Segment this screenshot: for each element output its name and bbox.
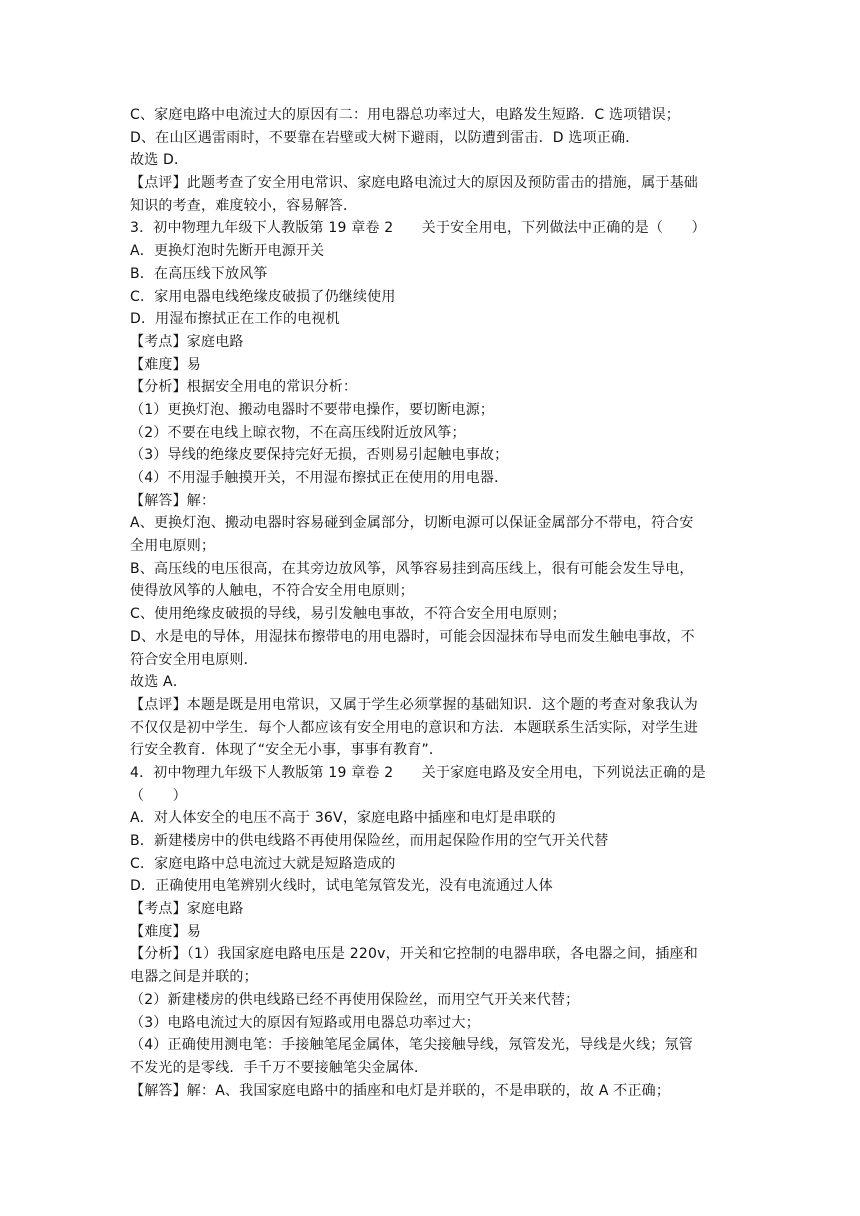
option-line: C．家庭电路中总电流过大就是短路造成的 (130, 855, 396, 872)
option-line: A．对人体安全的电压不高于 36V，家庭电路中插座和电灯是串联的 (130, 810, 556, 827)
text-line: 【分析】（1）我国家庭电路电压是 220v，开关和它控制的电器串联，各电器之间，插座和 (130, 946, 698, 963)
text-line: 【分析】根据安全用电的常识分析： (130, 379, 358, 396)
text-line: 电器之间是并联的； (130, 969, 258, 986)
document-body (130, 104, 730, 1102)
question-heading: 4．初中物理九年级下人教版第 19 章卷 2 关于家庭电路及安全用电，下列说法正确的是 (130, 764, 706, 781)
text-line: 知识的考查，难度较小，容易解答． (130, 197, 358, 214)
text-line: 不仅仅是初中学生．每个人都应该有安全用电的意识和方法．本题联系生活实际，对学生进 (130, 719, 698, 736)
text-line: 【解答】解： (130, 492, 216, 509)
text-line: （2）不要在电线上晾衣物，不在高压线附近放风筝； (130, 424, 466, 441)
text-line: 符合安全用电原则． (130, 651, 258, 668)
text-line: （2）新建楼房的供电线路已经不再使用保险丝，而用空气开关来代替； (130, 991, 580, 1008)
text-line: （4）正确使用测电笔：手接触笔尾金属体，笔尖接触导线，氖管发光，导线是火线；氖管 (130, 1037, 693, 1054)
text-line: 【难度】易 (130, 356, 201, 373)
option-line: D．用湿布擦拭正在工作的电视机 (130, 311, 340, 328)
text-line: （4）不用湿手触摸开关，不用湿布擦拭正在使用的用电器． (130, 470, 509, 486)
text-line: A、更换灯泡、搬动电器时容易碰到金属部分，切断电源可以保证金属部分不带电，符合安 (130, 515, 694, 532)
text-line: D、水是电的导体，用湿抹布擦带电的用电器时，可能会因湿抹布导电而发生触电事故，不 (130, 628, 695, 645)
text-line: 故选 D． (130, 152, 189, 169)
text-line: （3）电路电流过大的原因有短路或用电器总功率过大； (130, 1014, 480, 1031)
text-line: （ ） (130, 787, 187, 804)
text-line: 【点评】本题是既是用电常识，又属于学生必须掌握的基础知识．这个题的考查对象我认为 (130, 696, 698, 713)
text-line: 【考点】家庭电路 (130, 333, 244, 350)
text-line: （3）导线的绝缘皮要保持完好无损，否则易引起触电事故； (130, 447, 509, 464)
option-line: D．正确使用电笔辨别火线时，试电笔氖管发光，没有电流通过人体 (130, 878, 553, 895)
text-line: C、家庭电路中电流过大的原因有二：用电器总功率过大，电路发生短路．C 选项错误； (130, 107, 680, 123)
text-line: 行安全教育．体现了“安全无小事，事事有教育”． (130, 742, 444, 759)
text-line: B、高压线的电压很高，在其旁边放风筝，风筝容易挂到高压线上，很有可能会发生导电， (130, 560, 694, 577)
question-heading: 3．初中物理九年级下人教版第 19 章卷 2 关于安全用电，下列做法中正确的是（ ） (130, 220, 706, 237)
text-line: C、使用绝缘皮破损的导线，易引发触电事故，不符合安全用电原则； (130, 606, 566, 623)
text-line: 使得放风筝的人触电，不符合安全用电原则； (130, 583, 414, 600)
option-line: B．新建楼房中的供电线路不再使用保险丝，而用起保险作用的空气开关代替 (130, 833, 609, 849)
option-line: C．家用电器电线绝缘皮破损了仍继续使用 (130, 288, 396, 305)
text-line: 故选 A． (130, 674, 188, 691)
text-line: 全用电原则； (130, 538, 216, 555)
text-line: （1）更换灯泡、搬动电器时不要带电操作，要切断电源； (130, 401, 495, 418)
text-line: 【考点】家庭电路 (130, 901, 244, 918)
text-line: D、在山区遇雷雨时，不要靠在岩壁或大树下避雨，以防遭到雷击．D 选项正确． (130, 129, 640, 146)
text-line: 【解答】解：A、我国家庭电路中的插座和电灯是并联的，不是串联的，故 A 不正确； (130, 1082, 671, 1099)
option-line: A．更换灯泡时先断开电源开关 (130, 243, 325, 260)
text-line: 【点评】此题考查了安全用电常识、家庭电路电流过大的原因及预防雷击的措施，属于基础 (130, 175, 698, 192)
text-line: 不发光的是零线．手千万不要接触笔尖金属体． (130, 1059, 429, 1076)
text-line: 【难度】易 (130, 923, 201, 940)
option-line: B．在高压线下放风筝 (130, 265, 268, 282)
